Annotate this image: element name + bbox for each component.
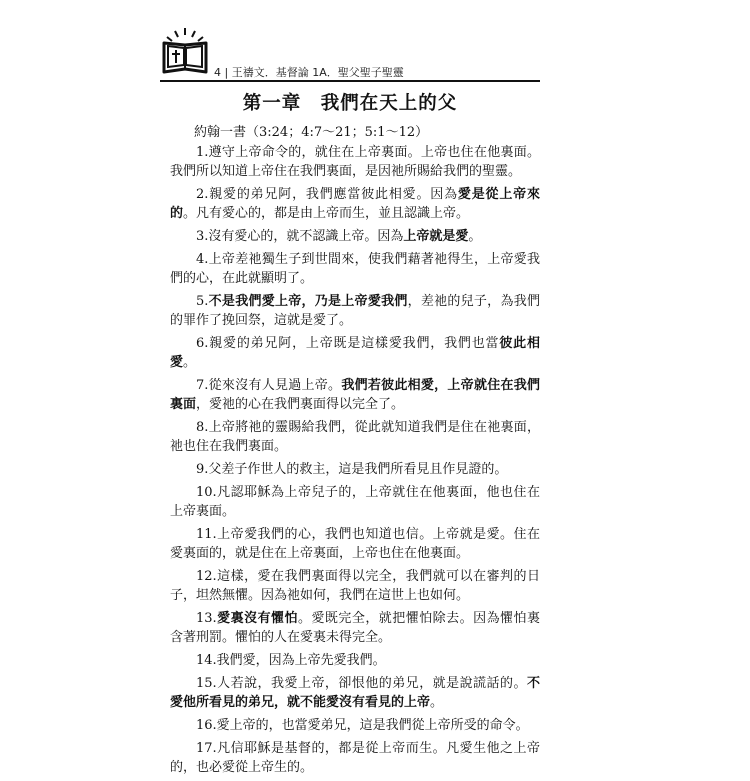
verse-emphasis: 不是我們愛上帝，乃是上帝愛我們 [208, 294, 408, 309]
verse-text: 14.我們愛，因為上帝先愛我們。 [196, 653, 386, 668]
verse-text: 。凡有愛心的，都是由上帝而生，並且認識上帝。 [183, 206, 470, 221]
verse-text: 7.從來沒有人見過上帝。 [196, 378, 342, 393]
verse-paragraph [170, 227, 540, 246]
verse-list [170, 143, 540, 781]
verse-text: 。愛既完全，就把懼怕除去。因為懼怕裏含著刑罰。懼怕的人在愛裏未得完全。 [170, 611, 540, 645]
verse-paragraph [170, 674, 540, 712]
verse-paragraph [170, 525, 540, 563]
verse-text: 10.凡認耶穌為上帝兒子的，上帝就住在他裏面，他也住在上帝裏面。 [170, 485, 540, 519]
verse-text: 4.上帝差祂獨生子到世間來，使我們藉著祂得生，上帝愛我們的心，在此就顯明了。 [170, 252, 540, 286]
verse-text: 9.父差子作世人的救主，這是我們所看見且作見證的。 [196, 462, 508, 477]
verse-text: 。 [468, 229, 482, 244]
verse-paragraph [170, 292, 540, 330]
header-rule [160, 80, 540, 82]
verse-text: 12.這樣，愛在我們裏面得以完全，我們就可以在審判的日子，坦然無懼。因為祂如何，我們在這世上也如何。 [170, 569, 540, 603]
verse-text: ，差祂的兒子，為我們的罪作了挽回祭，這就是愛了。 [170, 294, 540, 328]
verse-paragraph [170, 376, 540, 414]
running-head: 4 | 王禱文．基督論 1A．聖父聖子聖靈 [214, 66, 404, 79]
verse-paragraph [170, 185, 540, 223]
verse-paragraph [170, 716, 540, 735]
verse-emphasis: 上帝就是愛 [403, 229, 469, 244]
verse-text: 3.沒有愛心的，就不認識上帝。因為 [196, 229, 404, 244]
verse-paragraph [170, 250, 540, 288]
verse-text: 17.凡信耶穌是基督的，都是從上帝而生。凡愛生他之上帝的，也必愛從上帝生的。 [170, 741, 540, 775]
chapter-title: 第一章 我們在天上的父 [242, 93, 458, 114]
verse-text: 16.愛上帝的，也當愛弟兄，這是我們從上帝所受的命令。 [196, 718, 529, 733]
scripture-reference: 約翰一書（3:24；4:7～21；5:1～12） [194, 125, 429, 140]
verse-text: 13. [196, 611, 217, 626]
verse-emphasis: 我們若彼此相愛，上帝就住在我們裏面 [170, 378, 540, 412]
verse-paragraph [170, 609, 540, 647]
verse-paragraph [170, 651, 540, 670]
verse-text: ，愛祂的心在我們裏面得以完全了。 [196, 397, 405, 412]
verse-text: 1.遵守上帝命令的，就住在上帝裏面。上帝也住在他裏面。我們所以知道上帝住在我們裏面，是因祂所賜給我們的聖靈。 [170, 145, 540, 179]
verse-text: 。 [183, 355, 197, 370]
verse-paragraph [170, 567, 540, 605]
verse-emphasis: 愛是從上帝來的 [170, 187, 540, 221]
verse-emphasis: 不愛他所看見的弟兄，就不能愛沒有看見的上帝 [170, 676, 540, 710]
verse-paragraph [170, 143, 540, 181]
verse-emphasis: 彼此相愛 [170, 336, 540, 370]
verse-emphasis: 愛裏沒有懼怕 [216, 611, 298, 626]
verse-text: 2.親愛的弟兄阿，我們應當彼此相愛。因為 [196, 187, 458, 202]
verse-text: 8.上帝將祂的靈賜給我們，從此就知道我們是住在祂裏面，祂也住在我們裏面。 [170, 420, 540, 454]
verse-text: 6.親愛的弟兄阿，上帝既是這樣愛我們，我們也當 [196, 336, 500, 351]
verse-text: 15.人若說，我愛上帝，卻恨他的弟兄，就是說謊話的。 [196, 676, 527, 691]
verse-text: 5. [196, 294, 209, 309]
verse-paragraph [170, 334, 540, 372]
verse-paragraph [170, 483, 540, 521]
verse-text: 。 [430, 695, 444, 710]
verse-text: 11.上帝愛我們的心，我們也知道也信。上帝就是愛。住在愛裏面的，就是住在上帝裏面，上帝也住在他裏面。 [170, 527, 540, 561]
verse-paragraph [170, 739, 540, 777]
verse-paragraph [170, 418, 540, 456]
open-bible-with-cross-icon [160, 26, 210, 76]
verse-paragraph [170, 460, 540, 479]
